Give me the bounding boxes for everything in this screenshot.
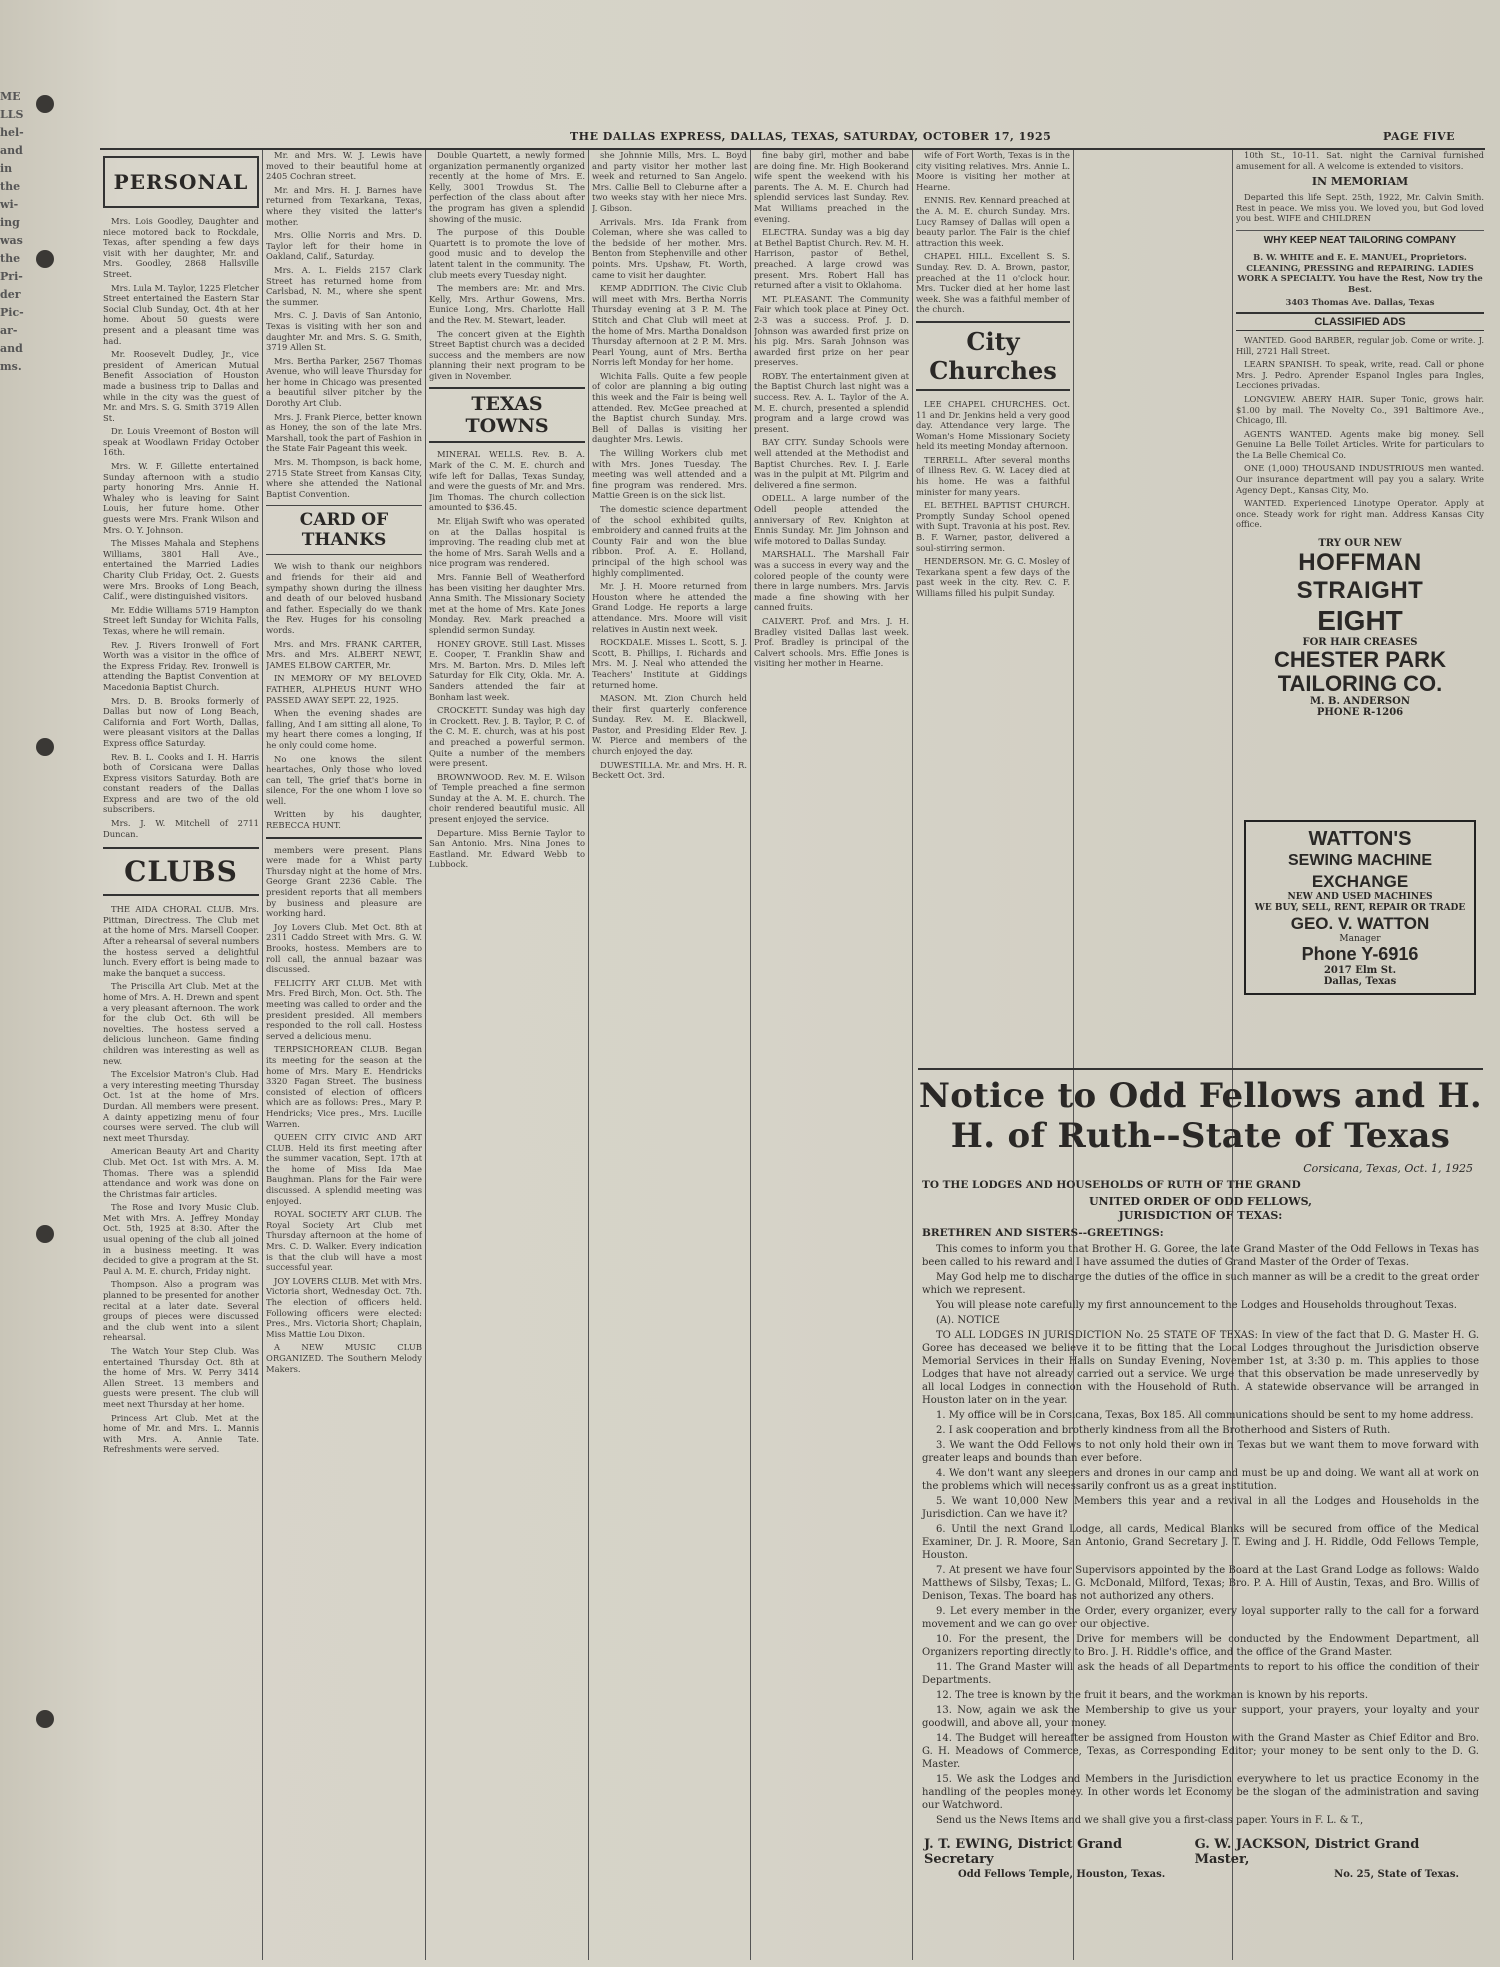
paragraph: CROCKETT. Sunday was high day in Crockett. Rev. J. B. Taylor, P. C. of the C. M. E. church, was at his post and preached a powerful sermon. Quite a number of the members were present. <box>429 705 585 769</box>
paragraph: The members are: Mr. and Mrs. Kelly, Mrs. Arthur Gowens, Mrs. Eunice Long, Mrs. Charlotte Hall and the Rev. M. Stewart, leader. <box>429 283 585 325</box>
signature-right: G. W. JACKSON, District Grand Master, <box>1194 1837 1420 1867</box>
paragraph: 10th St., 10-11. Sat. night the Carnival furnished amusement for all. A welcome is extended to visitors. <box>1236 150 1484 171</box>
page-number: PAGE FIVE <box>1383 130 1455 143</box>
notice-dateline: Corsicana, Texas, Oct. 1, 1925 <box>1303 1162 1473 1175</box>
left-edge-fragments <box>0 90 52 1940</box>
paragraph: 4. We don't want any sleepers and drones in our camp and must be up and doing. We want all at work on the problems which will necessarily confront us as a great institution. <box>922 1468 1479 1492</box>
classified-heading: CLASSIFIED ADS <box>1236 312 1484 331</box>
paragraph: Mr. Roosevelt Dudley, Jr., vice president of American Mutual Benefit Association of Houston made a business trip to Dallas and while in the city was the guest of Mr. and Mrs. S. G. Smith 3719 Allen St. <box>103 349 259 423</box>
edge-fragment: ing <box>0 216 20 229</box>
signature-left: J. T. EWING, District Grand Secretary <box>924 1837 1123 1867</box>
masthead <box>100 128 1485 150</box>
edge-fragment: LLS <box>0 108 24 121</box>
paragraph: The Rose and Ivory Music Club. Met with Mrs. A. Jeffrey Monday Oct. 5th, 1925 at 8:30. After the usual opening of the club all joined in a business meeting. It was decided to give a program at the St. Paul A. M. E. church, Friday night. <box>103 1202 259 1276</box>
column-3-top-paragraphs <box>429 150 585 381</box>
paragraph: Rev. B. L. Cooks and I. H. Harris both of Corsicana were Dallas Express visitors Saturday. Both are constant readers of the Dallas Express and are two of the old subscribers. <box>103 751 259 815</box>
paragraph: The Misses Mahala and Stephens Williams, 3801 Hall Ave., entertained the Married Ladies Charity Club Friday, Oct. 2. Guests were Mrs. Brooks of Long Beach, Calif., were distinguished visitors. <box>103 538 259 602</box>
paragraph: 11. The Grand Master will ask the heads of all Departments to report to his office the condition of their Departments. <box>922 1662 1479 1686</box>
personal-heading: PERSONAL <box>103 156 259 208</box>
paragraph: 3. We want the Odd Fellows to not only hold their own in Texas but we want them to move forward with greater leaps and bounds than ever before. <box>922 1440 1479 1464</box>
paragraph: Mr. J. H. Moore returned from Houston where he attended the Grand Lodge. He reports a large attendance. Mrs. Moore will visit relatives in Austin next week. <box>592 581 747 634</box>
hoffman-owner: M. B. ANDERSON <box>1309 696 1411 708</box>
clubs-paragraphs <box>103 904 259 1455</box>
notice-signatures <box>924 1837 1477 1867</box>
paragraph: IN MEMORY OF MY BELOVED FATHER, ALPHEUS HUNT WHO PASSED AWAY SEPT. 22, 1925. <box>266 673 422 705</box>
paragraph: ENNIS. Rev. Kennard preached at the A. M. E. church Sunday. Mrs. Lucy Ramsey of Dallas will open a beauty parlor. The Fair is the chief attraction this week. <box>916 195 1070 248</box>
watton-owner: GEO. V. WATTON <box>1290 914 1430 933</box>
edge-fragment: Pri- <box>0 270 23 283</box>
paragraph: KEMP ADDITION. The Civic Club will meet with Mrs. Bertha Norris Thursday evening at 3 P. M. The Stitch and Chat Club will meet at the home of Mrs. Martha Donaldson Thursday afternoon at 2 P. M. Mrs. Pearl Young, aunt of Mrs. Bertha Norris left Monday for her home. <box>592 283 747 368</box>
notice-greeting: BRETHREN AND SISTERS--GREETINGS: <box>922 1227 1164 1239</box>
paragraph: MARSHALL. The Marshall Fair was a success in every way and the colored people of the county were there in large numbers. Mrs. Jarvis made a fine showing with her canned fruits. <box>754 549 909 613</box>
paragraph: LEE CHAPEL CHURCHES. Oct. 11 and Dr. Jenkins held a very good day. Attendance very large. The Woman's Home Missionary Society held its meeting Monday afternoon. <box>916 398 1070 452</box>
paragraph: Mrs. and Mrs. FRANK CARTER, Mrs. and Mrs. ALBERT NEWT, JAMES ELBOW CARTER, Mr. <box>266 638 422 670</box>
hoffman-name: HOFFMAN STRAIGHT <box>1296 549 1424 605</box>
paragraph: (A). NOTICE <box>936 1315 1000 1326</box>
paragraph: fine baby girl, mother and babe are doing fine. Mr. High Bookerand wife spent the weekend with his parents. The A. M. E. Church had splendid services last Sunday. Rev. Mat Williams preached in the evening. <box>754 150 909 224</box>
hoffman-for: FOR HAIR CREASES <box>1302 637 1418 649</box>
paragraph: Departure. Miss Bernie Taylor to San Antonio. Mrs. Nina Jones to Eastland. Mr. Edward Webb to Lubbock. <box>429 827 585 870</box>
paragraph: The concert given at the Eighth Street Baptist church was a decided success and the members are now planning their next program to be given in November. <box>429 328 585 381</box>
column-2-top-paragraphs <box>266 150 422 499</box>
memoriam-heading: IN MEMORIAM <box>1311 175 1409 189</box>
paragraph: AGENTS WANTED. Agents make big money. Sell Genuine La Belle Toilet Articles. Write for particulars to the La Belle Chemical Co. <box>1236 428 1484 460</box>
paragraph: MASON. Mt. Zion Church held their first quarterly conference Sunday. Rev. M. E. Blackwell, Pastor, and Presiding Elder Rev. J. W. Pierce and members of the church enjoyed the day. <box>592 693 747 757</box>
paragraph: Arrivals. Mrs. Ida Frank from Coleman, where she was called to the bedside of her mother. Mrs. Benton from Stephenville and other points. Mrs. Upshaw, Ft. Worth, came to visit her daughter. <box>592 216 747 280</box>
paragraph: BROWNWOOD. Rev. M. E. Wilson of Temple preached a fine sermon Sunday at the A. M. E. church. The choir rendered beautiful music. All present enjoyed the service. <box>429 771 585 825</box>
column-rule <box>912 150 913 1960</box>
paragraph: A NEW MUSIC CLUB ORGANIZED. The Southern Melody Makers. <box>266 1342 422 1374</box>
watton-line3: NEW AND USED MACHINES <box>1287 892 1433 902</box>
paragraph: TERPSICHOREAN CLUB. Began its meeting for the season at the home of Mrs. Mary E. Hendricks 3320 Fagan Street. The business consisted of election of officers which are as follows: Pres., Mary P. Hendricks; Vice pres., Mrs. Lucille Warren. <box>266 1044 422 1129</box>
paragraph: 7. At present we have four Supervisors appointed by the Board at the Last Grand Lodge as follows: Waldo Matthews of Silsby, Texas; L. G. McDonald, Milford, Texas; Bro. P. A. Hill of Austin, Texas, and Bro. Willis of Denison, Texas. The board has not authorized any others. <box>922 1565 1479 1602</box>
signature-right-2: No. 25, State of Texas. <box>1334 1869 1459 1880</box>
paragraph: 13. Now, again we ask the Membership to give us your support, your prayers, your loyalty and your goodwill, and above all, your money. <box>922 1705 1479 1729</box>
paragraph: EL BETHEL BAPTIST CHURCH. Promptly Sunday School opened with Supt. Travonia at his post. Rev. B. F. Warner, pastor, delivered a soul-stirring sermon. <box>916 500 1070 553</box>
paragraph: Mrs. Lula M. Taylor, 1225 Fletcher Street entertained the Eastern Star Social Club Sunday, Oct. 4th at her home. About 50 guests were present and a pleasant time was had. <box>103 282 259 346</box>
paragraph: FELICITY ART CLUB. Met with Mrs. Fred Birch, Mon. Oct. 5th. The meeting was called to order and the president presided. All members responded to the roll call. Hostess served a delicious menu. <box>266 977 422 1041</box>
paragraph: Written by his daughter, REBECCA HUNT. <box>266 809 422 831</box>
edge-fragment: the <box>0 180 21 193</box>
paragraph: LEARN SPANISH. To speak, write, read. Call or phone Mrs. J. Pedro. Aprender Espanol Ingles para Ingles, Lecciones privadas. <box>1236 359 1484 391</box>
column-7-top-paragraphs <box>1236 150 1484 171</box>
paragraph: Mrs. Lois Goodley, Daughter and niece motored back to Rockdale, Texas, after spending a few days visit with her daughter, Mr. and Mrs. Goodley, 2868 Hallsville Street. <box>103 216 259 279</box>
paragraph: DUWESTILLA. Mr. and Mrs. H. R. Beckett Oct. 3rd. <box>592 759 747 781</box>
column-6-paragraphs <box>916 150 1070 315</box>
paragraph: MINERAL WELLS. Rev. B. A. Mark of the C. M. E. church and wife left for Dallas, Texas Sunday, and were the guests of Mr. and Mrs. Jim Thomas. The church collection amounted to $36.45. <box>429 449 585 513</box>
masthead-title: THE DALLAS EXPRESS, DALLAS, TEXAS, SATURDAY, OCTOBER 17, 1925 <box>570 130 1052 143</box>
card-of-thanks-paragraphs <box>266 561 422 830</box>
paragraph: Mrs. J. Frank Pierce, better known as Honey, the son of the late Mrs. Marshall, took the part of Fashion in the State Fair Pageant this week. <box>266 411 422 454</box>
texas-towns-heading: TEXAS TOWNS <box>429 387 585 443</box>
edge-fragment: the <box>0 252 21 265</box>
edge-fragment: ar- <box>0 324 18 337</box>
paragraph: Wichita Falls. Quite a few people of color are planning a big outing this week and the Fair is being well attended. Rev. McGee preached at the Baptist church Sunday. Mrs. Bell of Dallas is visiting her daughter Mrs. Lewis. <box>592 370 747 445</box>
paragraph: ODELL. A large number of the Odell people attended the anniversary of Rev. Knighton at Ennis Sunday. Mr. Jim Johnson and wife motored to Dallas Sunday. <box>754 493 909 546</box>
paragraph: Mrs. C. J. Davis of San Antonio, Texas is visiting with her son and daughter Mr. and Mrs. S. G. Smith, 3719 Allen St. <box>266 310 422 353</box>
tailoring-ad-body: B. W. WHITE and E. E. MANUEL, Proprietors. CLEANING, PRESSING and REPAIRING. LADIES WORK A SPECIALTY. You have the Rest, Now try the Best. <box>1237 251 1483 294</box>
edge-fragment: wi- <box>0 198 19 211</box>
paragraph: members were present. Plans were made for a Whist party Thursday night at the home of Mrs. George Grant 2236 Cable. The president reports that all members by business and pleasure are working hard. <box>266 844 422 919</box>
paragraph: Mrs. J. W. Mitchell of 2711 Duncan. <box>103 818 259 839</box>
watton-ad <box>1244 820 1476 995</box>
paragraph: Mrs. D. B. Brooks formerly of Dallas but now of Long Beach, California and Fort Worth, Dallas, were pleasant visitors at the Dallas Express office Saturday. <box>103 695 259 748</box>
paragraph: 1. My office will be in Corsicana, Texas, Box 185. All communications should be sent to my home address. <box>936 1410 1474 1421</box>
watton-phone: Phone Y-6916 <box>1301 944 1419 964</box>
paragraph: QUEEN CITY CIVIC AND ART CLUB. Held its first meeting after the summer vacation, Sept. 17th at the home of Miss Ida Mae Baughman. Plans for the Fair were discussed. A splendid meeting was enjoyed. <box>266 1132 422 1206</box>
paragraph: This comes to inform you that Brother H. G. Goree, the late Grand Master of the Odd Fellows in Texas has been called to his reward and I have assumed the duties of Grand Master of the Order of Texas. <box>922 1244 1479 1268</box>
paragraph: 14. The Budget will hereafter be assigned from Houston with the Grand Master as Chief Editor and Bro. G. H. Meadows of Commerce, Texas, as Corresponding Editor; your money to be sent only to the D. G. Master. <box>922 1733 1479 1770</box>
paragraph: she Johnnie Mills, Mrs. L. Boyd and party visitor her mother last week and returned to San Angelo. Mrs. Callie Bell to Cleburne after a two weeks stay with her niece Mrs. J. Gibson. <box>592 150 747 213</box>
paragraph: Mrs. M. Thompson, is back home, 2715 State Street from Kansas City, where she attended the National Baptist Convention. <box>266 457 422 499</box>
paragraph: When the evening shades are falling, And I am sitting all alone, To my heart there comes a longing, If he only could come home. <box>266 708 422 750</box>
paragraph: No one knows the silent heartaches, Only those who loved can tell, The grief that's borne in silence, For the one whom I love so well. <box>266 753 422 806</box>
column-rule <box>750 150 751 1960</box>
watton-ad-column <box>1236 810 1484 1060</box>
notice-sub1: UNITED ORDER OF ODD FELLOWS, <box>1088 1195 1313 1208</box>
paragraph: MT. PLEASANT. The Community Fair which took place at Piney Oct. 2-3 was a success. Prof. J. D. Johnson was awarded first prize on his pig. Mrs. Sarah Johnson was awarded first prize on her pear preserves. <box>754 293 909 368</box>
paragraph: CHAPEL HILL. Excellent S. S. Sunday. Rev. D. A. Brown, pastor, preached at the 11 o'clock hour. Mrs. Tucker died at her home last week. She was a faithful member of the church. <box>916 251 1070 315</box>
watton-city: Dallas, Texas <box>1323 976 1397 987</box>
paragraph: Mrs. W. F. Gillette entertained Sunday afternoon with a studio party honoring Mrs. Annie H. Whaley who is leaving for Saint Louis, her future home. Other guests were Mrs. Frank Wilson and Mrs. O. Y. Johnson. <box>103 461 259 535</box>
paragraph: CALVERT. Prof. and Mrs. J. H. Bradley visited Dallas last week. Prof. Bradley is principal of the Calvert schools. Mrs. Effie Jones is visiting her mother in Hearne. <box>754 615 909 669</box>
column-4-paragraphs <box>592 150 747 781</box>
tailoring-ad-address: 3403 Thomas Ave. Dallas, Texas <box>1285 297 1435 308</box>
paragraph: ONE (1,000) THOUSAND INDUSTRIOUS men wanted. Our insurance department will pay you a salary. Write Agency Dept., Kansas City, Mo. <box>1236 463 1484 495</box>
paragraph: TERRELL. After several months of illness Rev. G. W. Lacey died at his home. He was a faithful minister for many years. <box>916 454 1070 497</box>
paragraph: ROCKDALE. Misses L. Scott, S. J. Scott, B. Phillips, I. Richards and Mrs. M. J. Neal who attended the Teachers' Institute at Giddings returned home. <box>592 637 747 690</box>
paragraph: HONEY GROVE. Still Last. Misses E. Cooper, T. Franklin Shaw and Mrs. M. Barton. Mrs. D. Miles left Saturday for Elk City, Okla. Mr. A. Sanders attended the fair at Bonham last week. <box>429 638 585 702</box>
column-2-bottom-paragraphs <box>266 845 422 1375</box>
hoffman-try: TRY OUR NEW <box>1318 538 1402 550</box>
paragraph: BAY CITY. Sunday Schools were well attended at the Methodist and Baptist Churches. Rev. I. J. Earle was in the pulpit at Mt. Pilgrim and delivered a fine sermon. <box>754 437 909 490</box>
tailoring-ad-title: WHY KEEP NEAT TAILORING COMPANY <box>1236 230 1484 246</box>
notice-title: Notice to Odd Fellows and H. H. of Ruth--State of Texas <box>918 1076 1483 1156</box>
memoriam-text: Departed this life Sept. 25th, 1922, Mr. Calvin Smith. Rest in peace. We miss you. We loved you, but God loved you best. WIFE and CHILDREN <box>1236 192 1484 224</box>
paragraph: You will please note carefully my first announcement to the Lodges and Households throughout Texas. <box>936 1300 1457 1311</box>
paragraph: THE AIDA CHORAL CLUB. Mrs. Pittman, Directress. The Club met at the home of Mrs. Marsell Cooper. After a rehearsal of several numbers the hostess served a delightful lunch. Every effort is being made to make the banquet a success. <box>103 904 259 978</box>
notice-signatures-2 <box>958 1869 1459 1880</box>
edge-fragment: was <box>0 234 23 247</box>
paragraph: WANTED. Experienced Linotype Operator. Apply at once. Steady work for right man. Address Kansas City office. <box>1236 498 1484 530</box>
column-3 <box>429 150 585 1960</box>
paragraph: American Beauty Art and Charity Club. Met Oct. 1st with Mrs. A. M. Thomas. There was a splendid attendance and work was done on the Christmas fair articles. <box>103 1146 259 1199</box>
paragraph: The Priscilla Art Club. Met at the home of Mrs. A. H. Drewn and spent a very pleasant afternoon. The work for the club Oct. 6th will be novelties. The hostess served a delicious luncheon. Game finding children was interesting as well as new. <box>103 981 259 1066</box>
watton-line1: SEWING MACHINE <box>1288 852 1432 869</box>
signature-left-2: Odd Fellows Temple, Houston, Texas. <box>958 1869 1166 1880</box>
hoffman-eight: EIGHT <box>1317 605 1403 637</box>
paragraph: Joy Lovers Club. Met Oct. 8th at 2311 Caddo Street with Mrs. G. W. Brooks, hostess. Members are to roll call, the annual bazaar was discussed. <box>266 921 422 975</box>
texas-towns-paragraphs <box>429 449 585 870</box>
paragraph: The domestic science department of the school exhibited quilts, embroidery and canned fruits at the County Fair and won the blue ribbon. Prof. A. E. Holland, principal of the high school was highly complimented. <box>592 504 747 578</box>
paragraph: The Excelsior Matron's Club. Had a very interesting meeting Thursday Oct. 1st at the home of Mrs. Durdan. All members were present. A dainty appetizing menu of four courses were served. The club will next meet Thursday. <box>103 1069 259 1143</box>
column-5 <box>754 150 909 1960</box>
paragraph: ELECTRA. Sunday was a big day at Bethel Baptist Church. Rev. M. H. Harrison, pastor of Bethel, preached. A large crowd was present. Mrs. Robert Hall has returned after a visit to Oklahoma. <box>754 227 909 291</box>
paragraph: 9. Let every member in the Order, every organizer, every loyal supporter rally to the call for a forward movement and we can go over our objective. <box>922 1606 1479 1630</box>
odd-fellows-notice <box>918 1068 1483 1965</box>
paragraph: The Watch Your Step Club. Was entertained Thursday Oct. 8th at the home of Mrs. W. Perry 3414 Allen Street. 13 members and guests were present. The club will meet next Thursday at her home. <box>103 1346 259 1409</box>
paragraph: HENDERSON. Mr. G. C. Mosley of Texarkana spent a few days of the past week in the city. Rev. C. F. Williams filled his pulpit Sunday. <box>916 556 1070 598</box>
paragraph: ROBY. The entertainment given at the Baptist Church last night was a success. Rev. A. L. Taylor of the A. M. E. church, presented a splendid program and a large crowd was present. <box>754 370 909 434</box>
city-churches-paragraphs <box>916 399 1070 599</box>
paragraph: ROYAL SOCIETY ART CLUB. The Royal Society Art Club met Thursday afternoon at the home of Mrs. C. D. Walker. Every indication is that the club will have a most successful year. <box>266 1209 422 1273</box>
section-divider <box>266 837 422 839</box>
edge-fragment: in <box>0 162 13 175</box>
clubs-heading: CLUBS <box>103 847 259 896</box>
hoffman-company: CHESTER PARK TAILORING CO. <box>1274 647 1446 697</box>
paragraph: Dr. Louis Vreemont of Boston will speak at Woodlawn Friday October 16th. <box>103 426 259 458</box>
card-of-thanks-heading: CARD OF THANKS <box>266 505 422 555</box>
classified-paragraphs <box>1236 335 1484 530</box>
paragraph: Rev. J. Rivers Ironwell of Fort Worth was a visitor in the office of the Express Friday. Rev. Ironwell is attending the Baptist Convention at Macedonia Baptist Church. <box>103 639 259 692</box>
paragraph: Mrs. A. L. Fields 2157 Clark Street has returned home from Carlsbad, N. M., where she spent the summer. <box>266 264 422 307</box>
paragraph: The purpose of this Double Quartett is to promote the love of good music and to develop the latent talent in the community. The club meets every Tuesday night. <box>429 227 585 280</box>
paragraph: May God help me to discharge the duties of the office in such manner as will be a credit to the great order which we represent. <box>922 1272 1479 1296</box>
edge-fragment: der <box>0 288 21 301</box>
edge-fragment: Pic- <box>0 306 24 319</box>
paragraph: Mrs. Bertha Parker, 2567 Thomas Avenue, who will leave Thursday for her home in Chicago was presented a beautiful silver pitcher by the Dorothy Art Club. <box>266 355 422 409</box>
notice-paragraphs <box>918 1243 1483 1827</box>
paragraph: The Willing Workers club met with Mrs. Jones Tuesday. The meeting was well attended and a fine program was rendered. Mrs. Mattie Green is on the sick list. <box>592 448 747 501</box>
paragraph: wife of Fort Worth, Texas is in the city visiting relatives. Mrs. Annie L. Moore is visiting her mother at Hearne. <box>916 150 1070 192</box>
column-4 <box>592 150 747 1960</box>
paragraph: Mrs. Ollie Norris and Mrs. D. Taylor left for their home in Oakland, Calif., Saturday. <box>266 230 422 262</box>
paragraph: Mr. and Mrs. W. J. Lewis have moved to their beautiful home at 2405 Cochran street. <box>266 150 422 182</box>
paragraph: TO ALL LODGES IN JURISDICTION No. 25 STATE OF TEXAS: In view of the fact that D. G. Master H. G. Goree has deceased we believe it to be fitting that the Local Lodges throughout the Jurisdiction observe Memorial Services in their Halls on Sunday Evening, November 1st, at 3:30 p. m. This applies to those Lodges that have not already carried out a service. We urge that this observation be made unreservedly by all local Lodges in connection with the Household of Ruth. A statewide observance will be arranged in Houston later on in the year. <box>922 1330 1479 1406</box>
paragraph: Thompson. Also a program was planned to be presented for another recital at a later date. Several groups of pieces were discussed and the club went into a silent rehearsal. <box>103 1279 259 1343</box>
column-rule <box>262 150 263 1960</box>
paragraph: Mr. Elijah Swift who was operated on at the Dallas hospital is improving. The reading club met at the home of Mrs. Sarah Wells and a nice program was rendered. <box>429 516 585 569</box>
notice-sub2: JURISDICTION OF TEXAS: <box>1118 1209 1283 1222</box>
paragraph: JOY LOVERS CLUB. Met with Mrs. Victoria short, Wednesday Oct. 7th. The election of officers held. Following officers were elected: Pres., Mrs. Victoria Short; Chaplain, Miss Mattie Lou Dixon. <box>266 1275 422 1339</box>
paragraph: 5. We want 10,000 New Members this year and a revival in all the Lodges and Households in the Jurisdiction. Can we have it? <box>922 1496 1479 1520</box>
city-churches-heading: City Churches <box>916 321 1070 391</box>
edge-fragment: ms. <box>0 360 22 373</box>
notice-lead: TO THE LODGES AND HOUSEHOLDS OF RUTH OF THE GRAND <box>922 1179 1301 1191</box>
column-5-paragraphs <box>754 150 909 669</box>
paragraph: LONGVIEW. ABERY HAIR. Super Tonic, grows hair. $1.00 by mail. The Novelty Co., 391 Baltimore Ave., Chicago, Ill. <box>1236 393 1484 426</box>
watton-name: WATTON'S <box>1308 828 1412 850</box>
paragraph: WANTED. Good BARBER, regular job. Come or write. J. Hill, 2721 Hall Street. <box>1236 334 1484 356</box>
watton-line2: EXCHANGE <box>1311 872 1409 891</box>
watton-line4: WE BUY, SELL, RENT, REPAIR OR TRADE <box>1254 903 1466 913</box>
edge-fragment: and <box>0 144 23 157</box>
column-rule <box>588 150 589 1960</box>
paragraph: We wish to thank our neighbors and friends for their aid and sympathy shown during the illness and death of our beloved husband and father. Especially do we thank the Rev. Huges for his consoling words. <box>266 561 422 635</box>
watton-street: 2017 Elm St. <box>1323 965 1397 976</box>
column-rule <box>425 150 426 1960</box>
paragraph: Mrs. Fannie Bell of Weatherford has been visiting her daughter Mrs. Anna Smith. The Missionary Society met at the home of Mrs. Kate Jones Monday. Rev. Mark preached a splendid sermon Sunday. <box>429 572 585 635</box>
hoffman-ad <box>1236 538 1484 718</box>
paragraph: 6. Until the next Grand Lodge, all cards, Medical Blanks will be secured from office of the Medical Examiner, Dr. J. R. Moore, San Antonio, Grand Secretary J. T. Ewing and J. H. Riddle, Odd Fellows Temple, Houston. <box>922 1524 1479 1561</box>
paragraph: 10. For the present, the Drive for members will be conducted by the Endowment Department, all Organizers reporting directly to Bro. J. H. Riddle's office, and the office of the Grand Master. <box>922 1634 1479 1658</box>
paragraph: 15. We ask the Lodges and Members in the Jurisdiction everywhere to let us practice Economy in the handling of the peoples money. In other words let Economy be the slogan of the administration and saving our Watchword. <box>922 1774 1479 1811</box>
paragraph: 12. The tree is known by the fruit it bears, and the workman is known by his reports. <box>936 1690 1368 1701</box>
personal-paragraphs <box>103 216 259 839</box>
column-1 <box>103 150 259 1960</box>
paragraph: Send us the News Items and we shall give you a first-class paper. Yours in F. L. & T., <box>936 1815 1364 1826</box>
edge-fragment: ME <box>0 90 21 103</box>
paragraph: Princess Art Club. Met at the home of Mr. and Mrs. L. Mannis with Mrs. A. Annie Tate. Refreshments were served. <box>103 1412 259 1455</box>
edge-fragment: hel- <box>0 126 24 139</box>
hoffman-phone: PHONE R-1206 <box>1316 707 1404 719</box>
edge-fragment: and <box>0 342 23 355</box>
paragraph: Mr. and Mrs. H. J. Barnes have returned from Texarkana, Texas, where they visited the latter's mother. <box>266 184 422 227</box>
column-2 <box>266 150 422 1960</box>
paragraph: Double Quartett, a newly formed organization permanently organized recently at the home of Mrs. E. Kelly, 3001 Trowdus St. The perfection of the class about after the program has given a splendid showing of the music. <box>429 150 585 224</box>
watton-role: Manager <box>1339 934 1381 944</box>
paragraph: 2. I ask cooperation and brotherly kindness from all the Brotherhood and Sisters of Ruth. <box>936 1425 1391 1436</box>
column-6 <box>916 150 1070 1065</box>
paragraph: Mr. Eddie Williams 5719 Hampton Street left Sunday for Wichita Falls, Texas, where he will remain. <box>103 604 259 636</box>
